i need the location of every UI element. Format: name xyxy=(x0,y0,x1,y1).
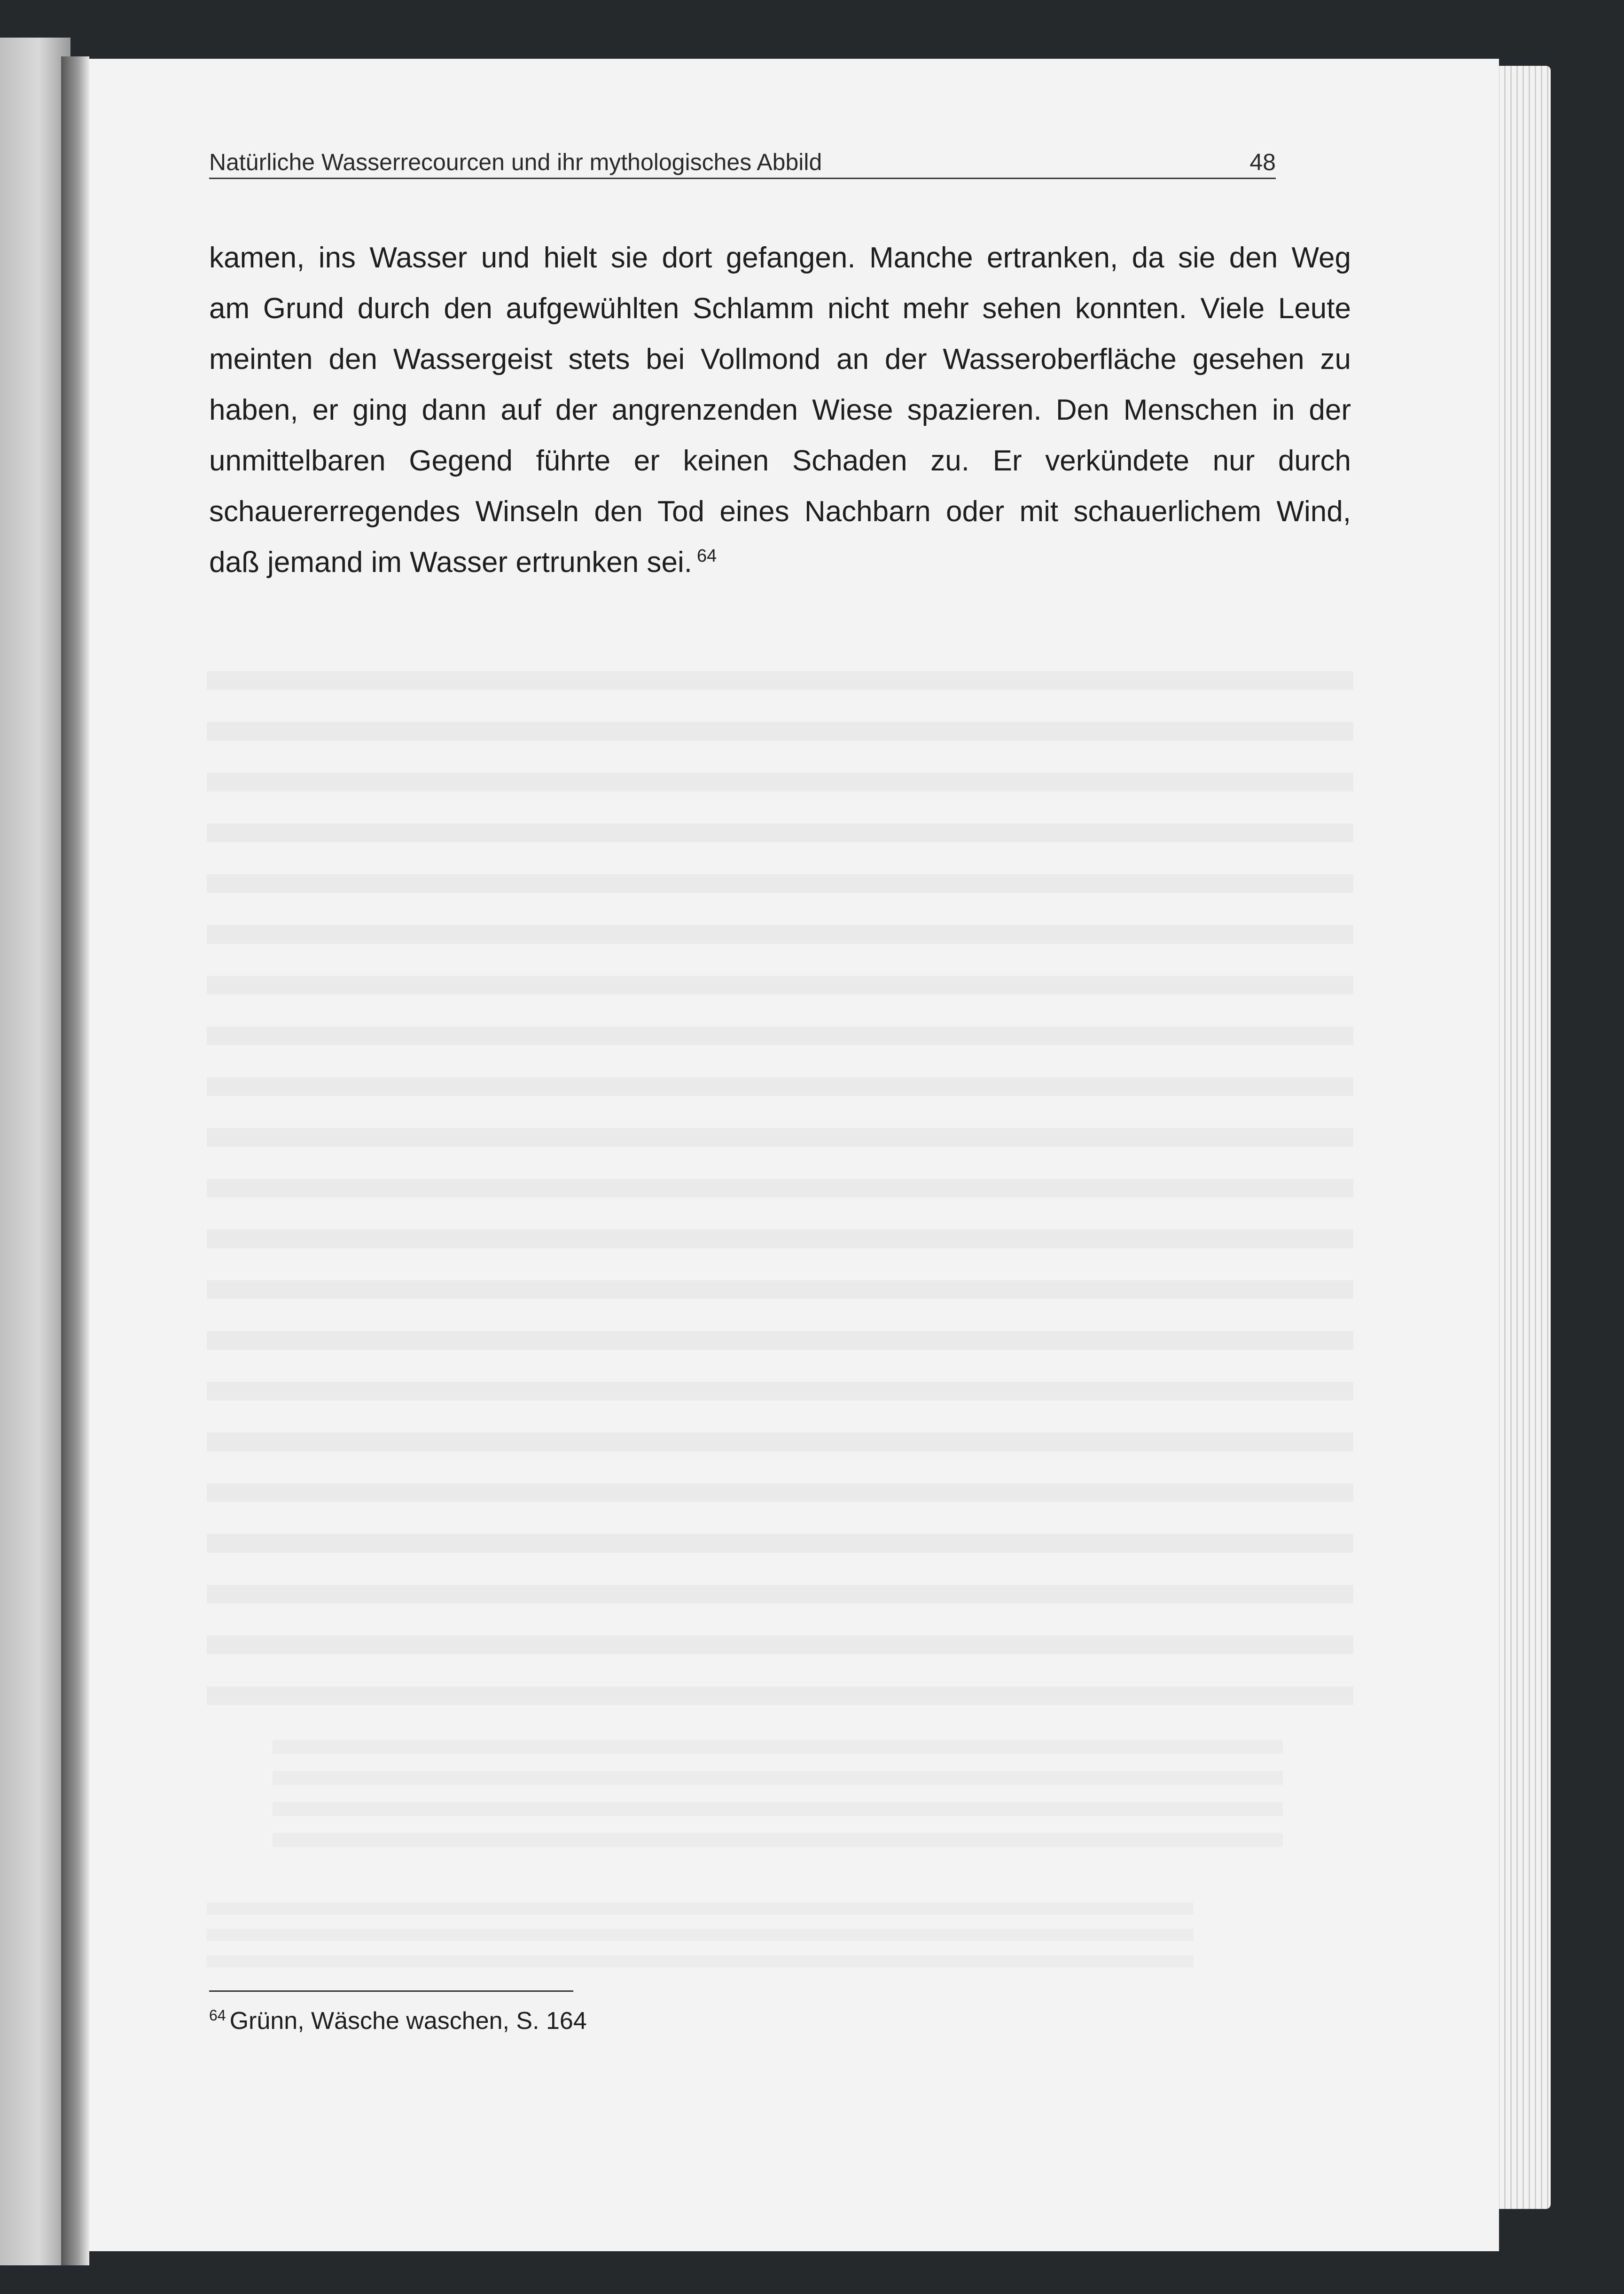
body-line: am Grund durch den aufgewühlten Schlamm nicht mehr sehen konnten. Viele Leute xyxy=(209,292,1351,325)
body-paragraph xyxy=(209,233,1351,588)
facing-page-edge xyxy=(0,38,70,2265)
bleed-through-footnotes xyxy=(207,1894,1194,1974)
footnote-reference: 64 xyxy=(696,546,717,566)
footnote-text: Grünn, Wäsche waschen, S. 164 xyxy=(229,2007,587,2035)
page-number: 48 xyxy=(1249,149,1276,175)
bleed-through-quote xyxy=(273,1730,1283,1847)
footnote xyxy=(209,2007,587,2035)
header-title: Natürliche Wasserrecourcen und ihr mythologisches Abbild xyxy=(209,149,822,175)
body-line: kamen, ins Wasser und hielt sie dort gefangen. Manche ertranken, da sie den Weg xyxy=(209,242,1351,274)
footnote-number: 64 xyxy=(209,2006,226,2024)
binding-shadow xyxy=(61,56,89,2265)
footnote-separator xyxy=(209,1990,573,1992)
running-header xyxy=(209,145,1276,179)
body-line-text: daß jemand im Wasser ertrunken sei. xyxy=(209,546,692,579)
body-line: meinten den Wassergeist stets bei Vollmond an der Wasseroberfläche gesehen zu xyxy=(209,343,1351,376)
bleed-through-text xyxy=(207,653,1353,1730)
body-line: schauererregendes Winseln den Tod eines Nachbarn oder mit schauerlichem Wind, xyxy=(209,495,1351,528)
body-line: unmittelbaren Gegend führte er keinen Schaden zu. Er verkündete nur durch xyxy=(209,445,1351,477)
body-line: haben, er ging dann auf der angrenzenden Wiese spazieren. Den Menschen in der xyxy=(209,394,1351,426)
body-line-last xyxy=(209,537,1351,588)
